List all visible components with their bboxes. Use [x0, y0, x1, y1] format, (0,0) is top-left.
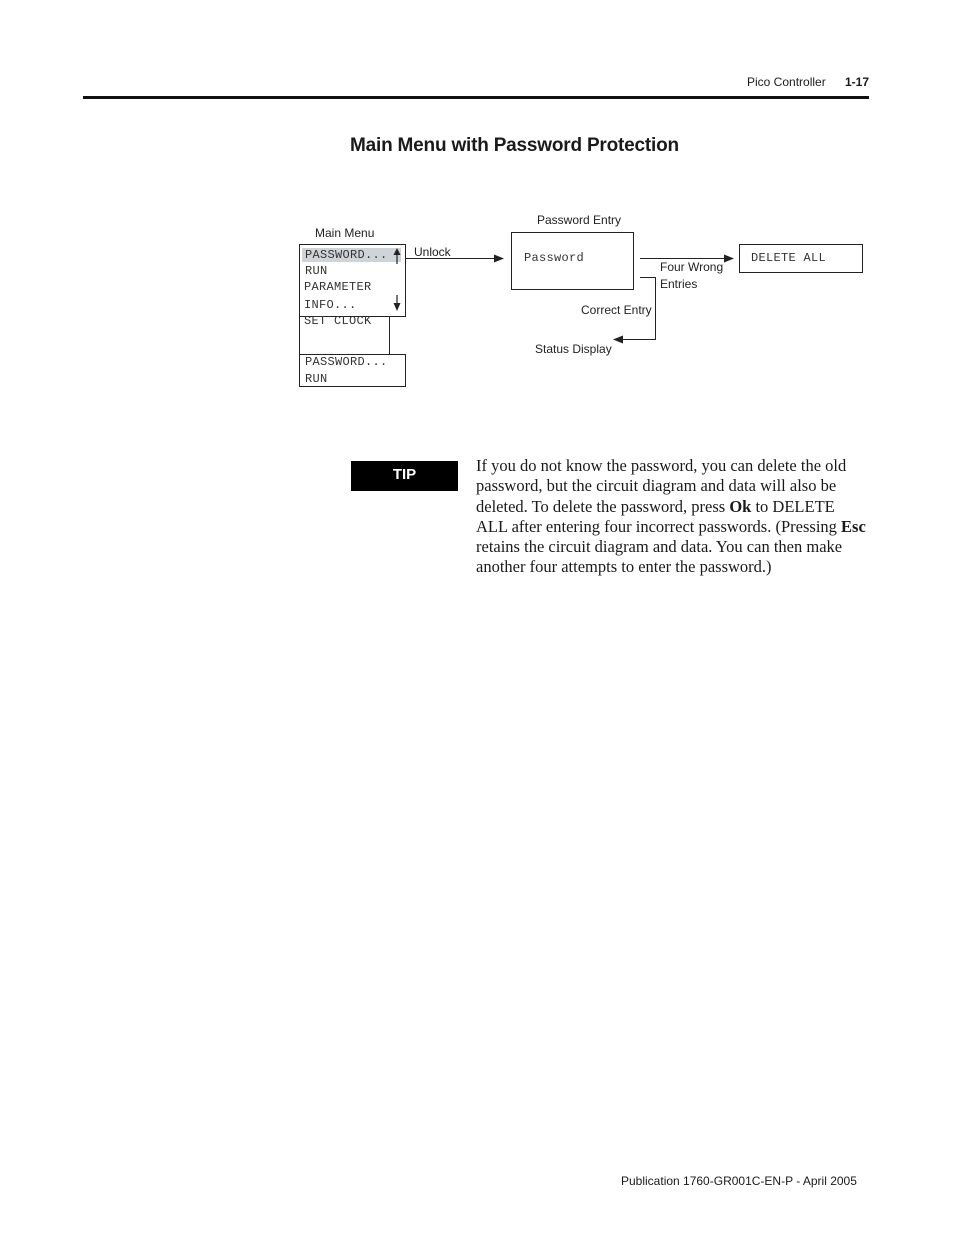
- diagram-lines: [0, 0, 954, 420]
- password-field-text: Password: [524, 251, 585, 265]
- tip-text-part-3: retains the circuit diagram and data. You can then make another four attempts to enter the password.): [476, 537, 843, 577]
- menu2-item-password: PASSWORD...: [305, 355, 388, 369]
- delete-all-text: DELETE ALL: [751, 251, 827, 265]
- password-entry-label: Password Entry: [537, 213, 622, 227]
- tip-key-esc: Esc: [841, 516, 866, 536]
- footer-publication: Publication 1760-GR001C-EN-P - April 2005: [621, 1174, 857, 1188]
- scroll-down-arrow-icon: [394, 303, 401, 311]
- menu-item-parameter: PARAMETER: [304, 280, 372, 294]
- menu2-item-run: RUN: [305, 372, 328, 386]
- header-section-title: Pico Controller: [747, 75, 826, 89]
- four-wrong-label: Four Wrong: [660, 260, 724, 274]
- menu-item-password: PASSWORD...: [305, 248, 388, 262]
- password-flow-diagram: [0, 0, 954, 420]
- main-menu-label: Main Menu: [315, 226, 375, 240]
- tip-text-part-2: to DELETE ALL after entering four incorrect passwords. (Pressing: [476, 496, 842, 536]
- tip-text-part-1: If you do not know the password, you can delete the old password, but the circuit diagram and data will also be deleted. To delete the password, press: [476, 456, 847, 516]
- unlock-label: Unlock: [414, 245, 451, 259]
- tip-key-ok: Ok: [729, 496, 752, 516]
- status-display-label: Status Display: [535, 342, 612, 356]
- menu-item-set-clock: SET CLOCK: [304, 314, 372, 328]
- menu-item-run: RUN: [305, 264, 328, 278]
- tip-text: [476, 456, 868, 578]
- correct-entry-label: Correct Entry: [581, 303, 652, 317]
- tip-badge: TIP: [351, 461, 458, 491]
- entries-label: Entries: [660, 277, 698, 291]
- header-page-number: 1-17: [845, 75, 870, 89]
- menu-item-info: INFO...: [304, 298, 357, 312]
- section-title: Main Menu with Password Protection: [350, 135, 679, 156]
